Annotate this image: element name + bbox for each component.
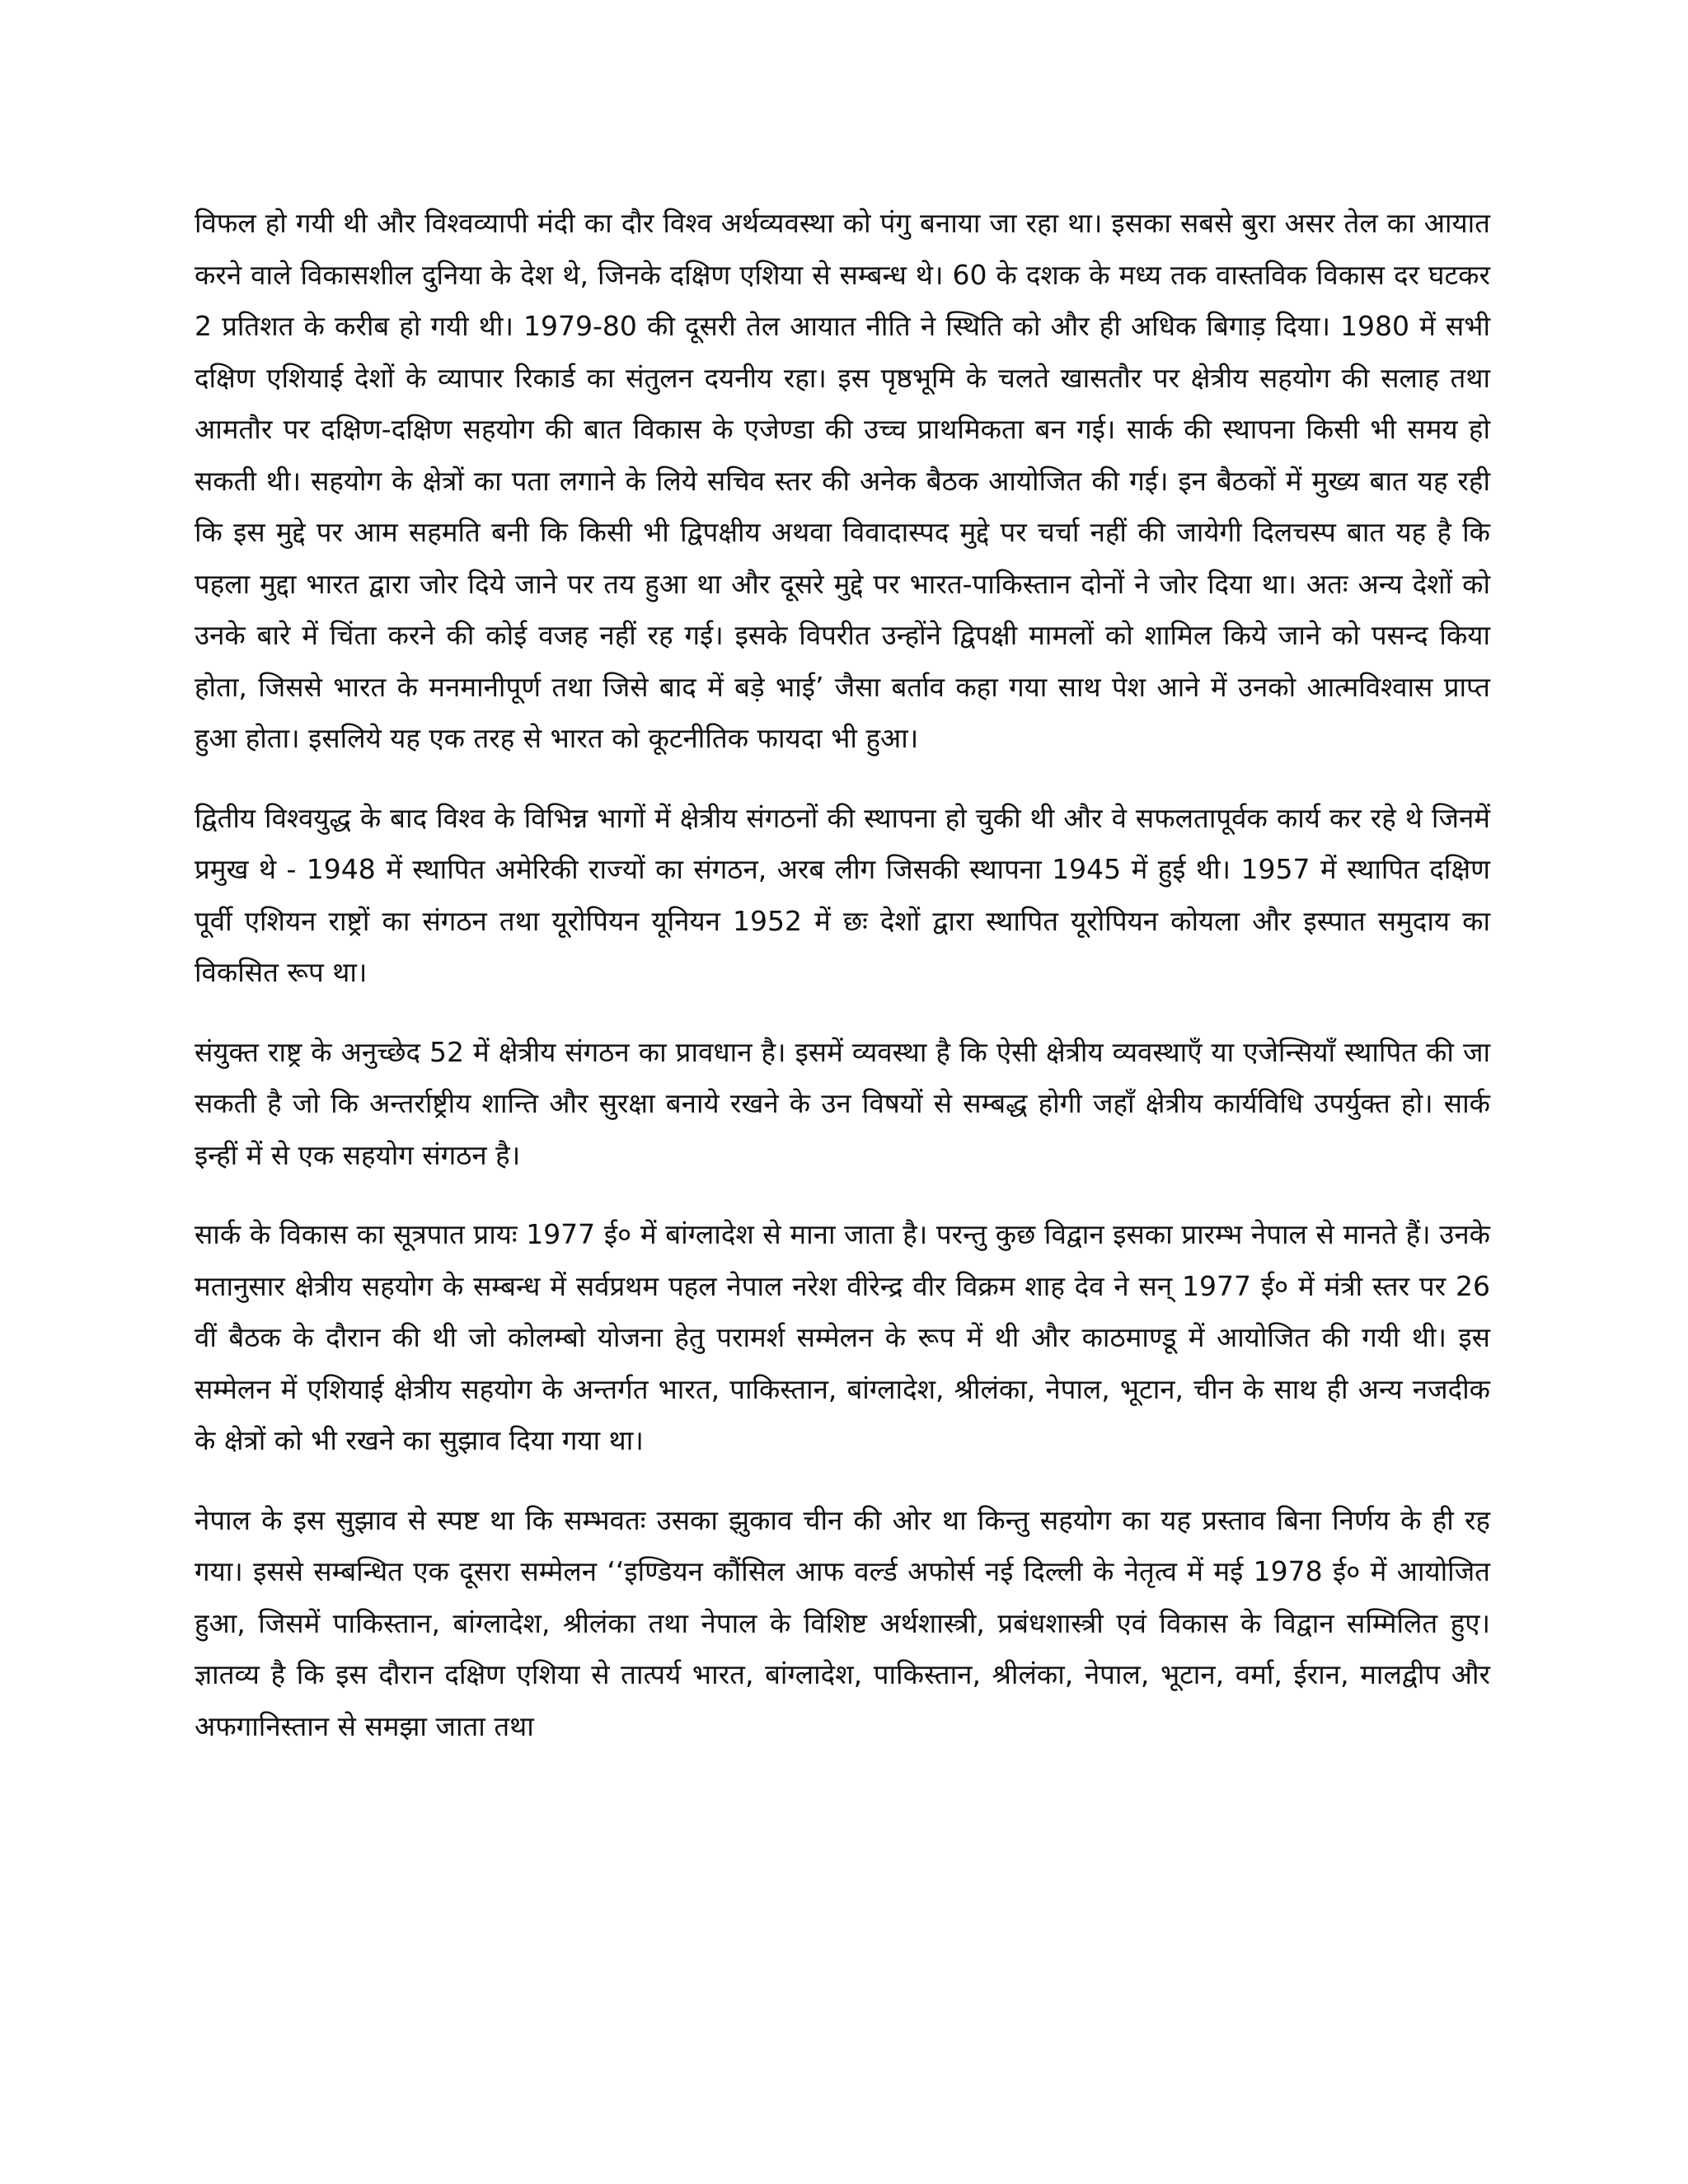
paragraph-5: नेपाल के इस सुझाव से स्पष्ट था कि सम्भवतः उसका झुकाव चीन की ओर था किन्तु सहयोग का यह प्रस्ताव बिना निर्णय के ही रह गया। इससे सम्बन्धित एक दूसरा सम्मेलन ‘‘इण्डियन कौंसिल आफ वर्ल्ड अफोर्स नई दिल्ली के नेतृत्व में मई 1978 ई० में आयोजित हुआ, जिसमें पाकिस्तान, बांग्लादेश, श्रीलंका तथा नेपाल के विशिष्ट अर्थशास्त्री, प्रबंधशास्त्री एवं विकास के विद्वान सम्मिलित हुए। ज्ञातव्य है कि इस दौरान दक्षिण एशिया से तात्पर्य भारत, बांग्लादेश, पाकिस्तान, श्रीलंका, नेपाल, भूटान, वर्मा, ईरान, मालद्वीप और अफगानिस्तान से समझा जाता तथा — [195, 1503, 1490, 1742]
document-body — [195, 198, 1490, 1752]
paragraph-4: सार्क के विकास का सूत्रपात प्रायः 1977 ई० में बांग्लादेश से माना जाता है। परन्तु कुछ विद्वान इसका प्रारम्भ नेपाल से मानते हैं। उनके मतानुसार क्षेत्रीय सहयोग के सम्बन्ध में सर्वप्रथम पहल नेपाल नरेश वीरेन्द्र वीर विक्रम शाह देव ने सन् 1977 ई० में मंत्री स्तर पर 26 वीं बैठक के दौरान की थी जो कोलम्बो योजना हेतु परामर्श सम्मेलन के रूप में थी और काठमाण्डू में आयोजित की गयी थी। इस सम्मेलन में एशियाई क्षेत्रीय सहयोग के अन्तर्गत भारत, पाकिस्तान, बांग्लादेश, श्रीलंका, नेपाल, भूटान, चीन के साथ ही अन्य नजदीक के क्षेत्रों को भी रखने का सुझाव दिया गया था। — [195, 1218, 1490, 1456]
paragraph-1: विफल हो गयी थी और विश्वव्यापी मंदी का दौर विश्व अर्थव्यवस्था को पंगु बनाया जा रहा था। इसका सबसे बुरा असर तेल का आयात करने वाले विकासशील दुनिया के देश थे, जिनके दक्षिण एशिया से सम्बन्ध थे। 60 के दशक के मध्य तक वास्तविक विकास दर घटकर 2 प्रतिशत के करीब हो गयी थी। 1979-80 की दूसरी तेल आयात नीति ने स्थिति को और ही अधिक बिगाड़ दिया। 1980 में सभी दक्षिण एशियाई देशों के व्यापार रिकार्ड का संतुलन दयनीय रहा। इस पृष्ठभूमि के चलते खासतौर पर क्षेत्रीय सहयोग की सलाह तथा आमतौर पर दक्षिण-दक्षिण सहयोग की बात विकास के एजेण्डा की उच्च प्राथमिकता बन गई। सार्क की स्थापना किसी भी समय हो सकती थी। सहयोग के क्षेत्रों का पता लगाने के लिये सचिव स्तर की अनेक बैठक आयोजित की गई। इन बैठकों में मुख्य बात यह रही कि इस मुद्दे पर आम सहमति बनी कि किसी भी द्विपक्षीय अथवा विवादास्पद मुद्दे पर चर्चा नहीं की जायेगी दिलचस्प बात यह है कि पहला मुद्दा भारत द्वारा जोर दिये जाने पर तय हुआ था और दूसरे मुद्दे पर भारत-पाकिस्तान दोनों ने जोर दिया था। अतः अन्य देशों को उनके बारे में चिंता करने की कोई वजह नहीं रह गई। इसके विपरीत उन्होंने द्विपक्षी मामलों को शामिल किये जाने को पसन्द किया होता, जिससे भारत के मनमानीपूर्ण तथा जिसे बाद में बड़े भाई’ जैसा बर्ताव कहा गया साथ पेश आने में उनको आत्मविश्वास प्राप्त हुआ होता। इसलिये यह एक तरह से भारत को कूटनीतिक फायदा भी हुआ। — [195, 207, 1490, 754]
paragraph-3: संयुक्त राष्ट्र के अनुच्छेद 52 में क्षेत्रीय संगठन का प्रावधान है। इसमें व्यवस्था है कि ऐसी क्षेत्रीय व्यवस्थाएँ या एजेन्सियाँ स्थापित की जा सकती है जो कि अन्तर्राष्ट्रीय शान्ति और सुरक्षा बनाये रखने के उन विषयों से सम्बद्ध होगी जहाँ क्षेत्रीय कार्यविधि उपर्युक्त हो। सार्क इन्हीं में से एक सहयोग संगठन है। — [195, 1035, 1490, 1171]
paragraph-2: द्वितीय विश्वयुद्ध के बाद विश्व के विभिन्न भागों में क्षेत्रीय संगठनों की स्थापना हो चुकी थी और वे सफलतापूर्वक कार्य कर रहे थे जिनमें प्रमुख थे - 1948 में स्थापित अमेरिकी राज्यों का संगठन, अरब लीग जिसकी स्थापना 1945 में हुई थी। 1957 में स्थापित दक्षिण पूर्वी एशियन राष्ट्रों का संगठन तथा यूरोपियन यूनियन 1952 में छः देशों द्वारा स्थापित यूरोपियन कोयला और इस्पात समुदाय का विकसित रूप था। — [195, 801, 1490, 988]
